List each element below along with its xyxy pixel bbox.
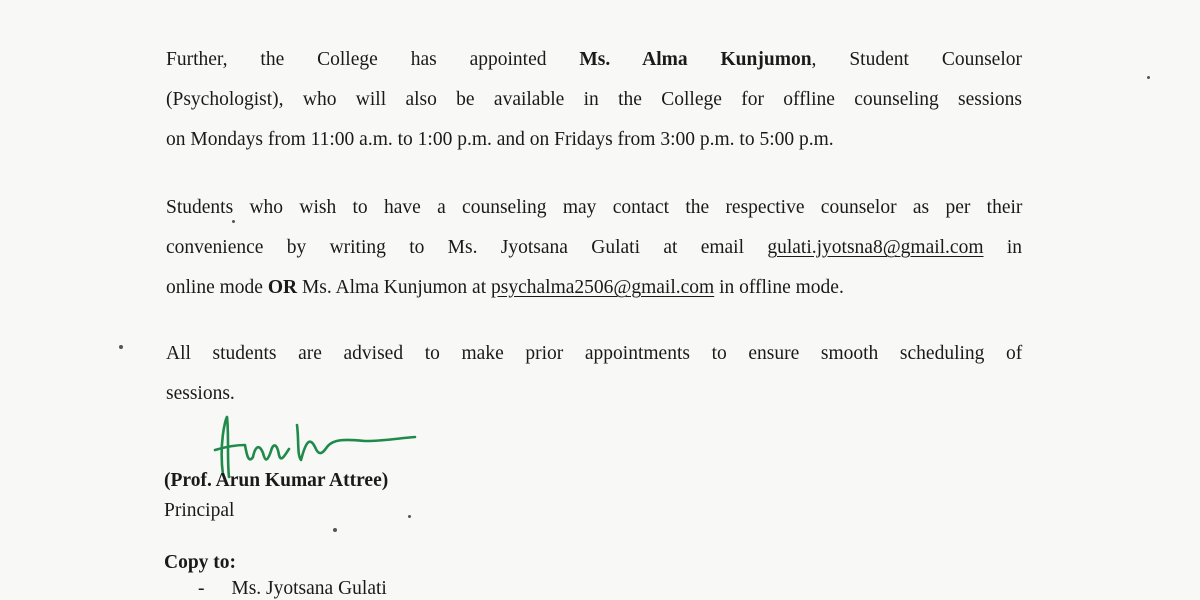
counselor-name: Ms. Alma Kunjumon [579, 49, 812, 70]
email-link-gulati[interactable]: gulati.jyotsna8@gmail.com [767, 237, 984, 258]
paragraph-line: convenience by writing to Ms. Jyotsana Gulati at email gulati.jyotsna8@gmail.com in [166, 237, 1022, 258]
paragraph-counselor-appointment [166, 40, 1022, 160]
paragraph-line: Students who wish to have a counseling may contact the respective counselor as per their [166, 197, 1023, 218]
paragraph-line: Further, the College has appointed Ms. Alma Kunjumon, Student Counselor [166, 49, 1022, 70]
list-bullet: - [198, 578, 205, 599]
paragraph-line: (Psychologist), who will also be available in the College for offline counseling sessions [166, 89, 1022, 110]
scan-speck [408, 515, 411, 518]
copy-to-item [198, 578, 387, 600]
paragraph-contact-info [166, 188, 1022, 308]
scan-speck [232, 220, 235, 223]
email-link-kunjumon[interactable]: psychalma2506@gmail.com [491, 277, 715, 298]
copy-to-recipient: Ms. Jyotsana Gulati [231, 578, 387, 599]
paragraph-line: All students are advised to make prior appointments to ensure smooth scheduling of [166, 343, 1023, 364]
signatory-name: (Prof. Arun Kumar Attree) [164, 470, 389, 491]
copy-to-heading: Copy to: [164, 552, 237, 573]
scan-speck [333, 528, 337, 532]
paragraph-line: online mode OR Ms. Alma Kunjumon at psychalma2506@gmail.com in offline mode. [166, 277, 844, 298]
signatory-title: Principal [164, 500, 235, 521]
paragraph-line: sessions. [166, 383, 235, 404]
scan-speck [1147, 76, 1150, 79]
scan-speck [119, 345, 123, 349]
signatory-block [164, 466, 388, 526]
copy-to-block [164, 548, 236, 578]
or-emphasis: OR [267, 277, 298, 298]
paragraph-advisory [166, 334, 1022, 414]
paragraph-line: on Mondays from 11:00 a.m. to 1:00 p.m. and on Fridays from 3:00 p.m. to 5:00 p.m. [166, 129, 834, 150]
